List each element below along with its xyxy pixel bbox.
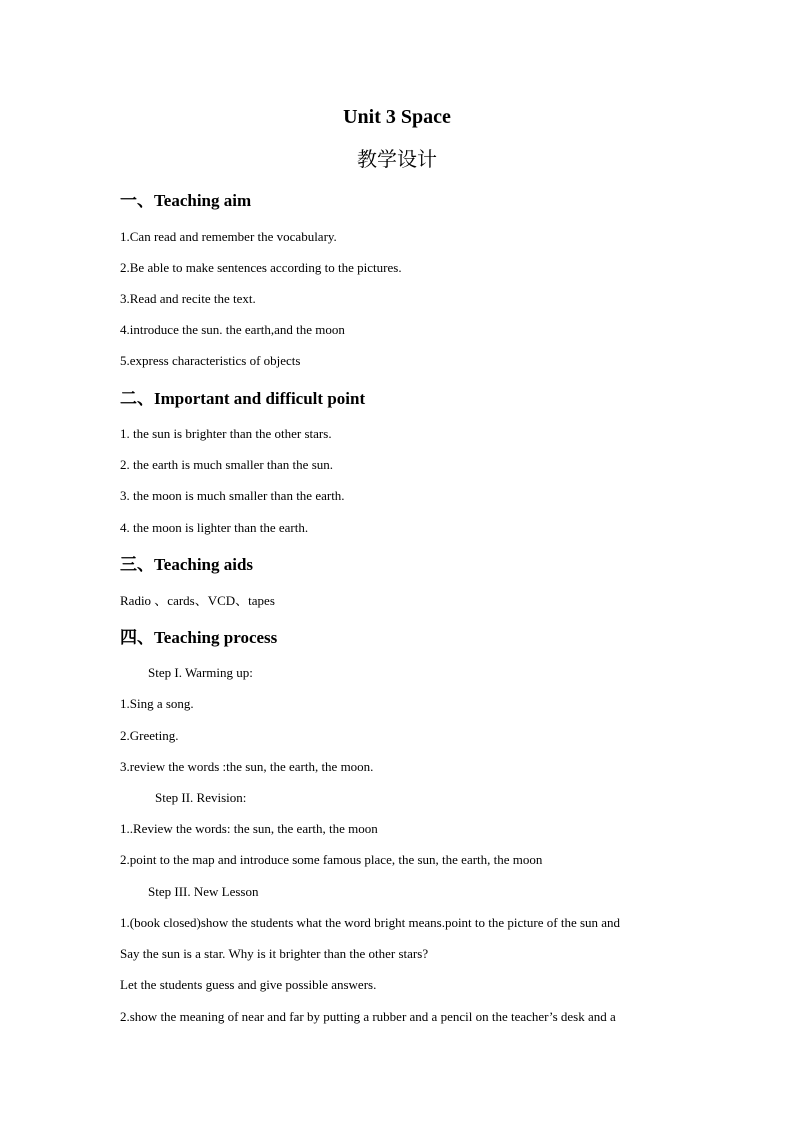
section-heading-important-points: 二、Important and difficult point — [120, 389, 366, 408]
list-item: 3.Read and recite the text. — [120, 291, 256, 306]
list-item: 2.Be able to make sentences according to the pictures. — [120, 260, 402, 275]
list-item: 1. the sun is brighter than the other stars. — [120, 426, 332, 441]
list-item: Let the students guess and give possible answers. — [120, 977, 377, 992]
list-item: 4. the moon is lighter than the earth. — [120, 520, 309, 535]
section-heading-teaching-aids: 三、Teaching aids — [120, 555, 254, 574]
list-item: 1.(book closed)show the students what the word bright means.point to the picture of the sun and — [120, 915, 621, 930]
document-subtitle: 教学设计 — [357, 147, 437, 171]
section-heading-teaching-process: 四、Teaching process — [120, 628, 278, 647]
list-item: 3. the moon is much smaller than the earth. — [120, 488, 345, 503]
list-item: 4.introduce the sun. the earth,and the moon — [120, 322, 345, 337]
step-title: Step I. Warming up: — [148, 665, 253, 680]
list-item: 2.show the meaning of near and far by putting a rubber and a pencil on the teacher’s desk and a — [120, 1009, 616, 1024]
section-heading-teaching-aim: 一、Teaching aim — [120, 191, 252, 210]
step-title: Step II. Revision: — [155, 790, 247, 805]
document-title: Unit 3 Space — [343, 106, 451, 128]
list-item: 2.point to the map and introduce some famous place, the sun, the earth, the moon — [120, 852, 543, 867]
list-item: 1..Review the words: the sun, the earth, the moon — [120, 821, 378, 836]
list-item: 1.Sing a song. — [120, 696, 194, 711]
aids-text: Radio 、cards、VCD、tapes — [120, 593, 275, 608]
step-title: Step III. New Lesson — [148, 884, 259, 899]
list-item: Say the sun is a star. Why is it brighter than the other stars? — [120, 946, 429, 961]
list-item: 3.review the words :the sun, the earth, the moon. — [120, 759, 374, 774]
list-item: 2. the earth is much smaller than the sun. — [120, 457, 334, 472]
list-item: 5.express characteristics of objects — [120, 353, 301, 368]
list-item: 1.Can read and remember the vocabulary. — [120, 229, 337, 244]
list-item: 2.Greeting. — [120, 728, 179, 743]
